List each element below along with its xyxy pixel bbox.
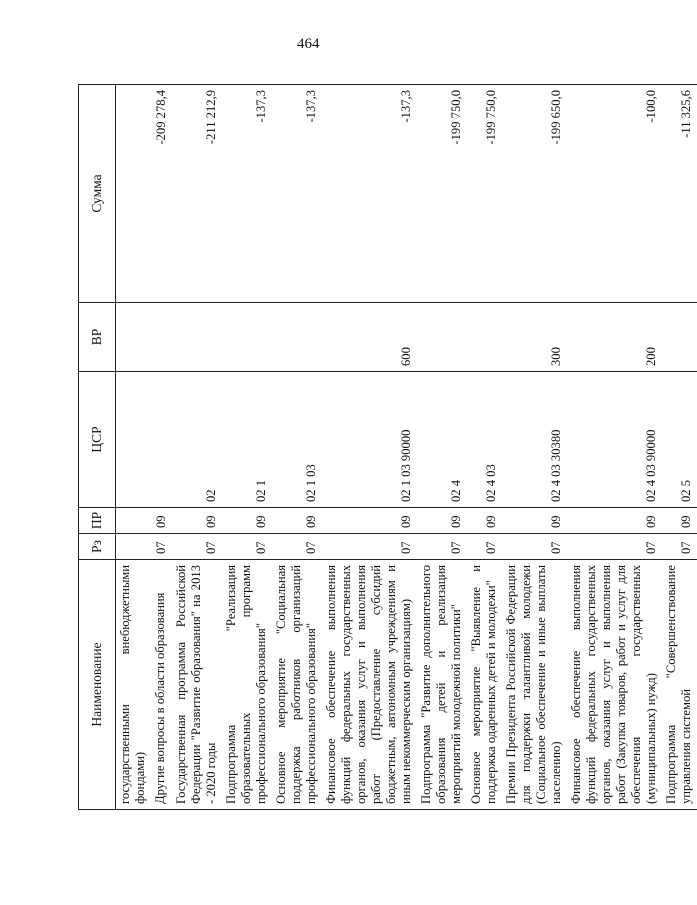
row-pr: 09	[172, 508, 222, 534]
row-vr	[272, 303, 322, 372]
row-rz: 07	[222, 534, 272, 560]
header-pr: ПР	[79, 508, 116, 534]
row-sum: -11 325,6	[662, 85, 697, 303]
row-pr: 09	[662, 508, 697, 534]
row-vr	[417, 303, 467, 372]
row-rz: 07	[417, 534, 467, 560]
rotated-budget-table	[78, 85, 693, 810]
row-csr: 02 1 03	[272, 372, 322, 508]
row-pr: 09	[502, 508, 567, 534]
row-name: Финансовое обеспечение выполнения функций федеральных государственных органов, оказания услуг и выполнения работ (Предоставление субсидий бюджетным, автономным учреждениям и иным некоммерческим организациям)	[322, 560, 417, 810]
row-vr	[467, 303, 502, 372]
header-vr: ВР	[79, 303, 116, 372]
row-sum: -137,3	[272, 85, 322, 303]
row-csr: 02 4 03	[467, 372, 502, 508]
row-sum: -137,3	[222, 85, 272, 303]
budget-table	[78, 84, 697, 810]
table-row	[272, 85, 322, 810]
header-name: Наименование	[79, 560, 116, 810]
table-header-row	[79, 85, 116, 810]
row-sum: -209 278,4	[151, 85, 172, 303]
row-csr: 02	[172, 372, 222, 508]
row-sum: -211 212,9	[172, 85, 222, 303]
header-csr: ЦСР	[79, 372, 116, 508]
row-sum: -199 750,0	[417, 85, 467, 303]
row-csr: 02 1 03 90000	[322, 372, 417, 508]
row-sum: -100,0	[567, 85, 662, 303]
row-csr: 02 5	[662, 372, 697, 508]
row-csr: 02 4 03 30380	[502, 372, 567, 508]
table-row	[502, 85, 567, 810]
row-csr	[151, 372, 172, 508]
row-pr: 09	[322, 508, 417, 534]
row-name: Основное мероприятие "Выявление и поддержка одаренных детей и молодежи"	[467, 560, 502, 810]
row-pr: 09	[222, 508, 272, 534]
row-name: Подпрограмма "Реализация образовательных программ профессионального образования"	[222, 560, 272, 810]
row-rz: 07	[322, 534, 417, 560]
row-csr: 02 4 03 90000	[567, 372, 662, 508]
row-vr	[116, 303, 152, 372]
row-pr: 09	[467, 508, 502, 534]
row-name: Основное мероприятие "Социальная поддержка работников организаций профессионального образования"	[272, 560, 322, 810]
table-row	[322, 85, 417, 810]
row-pr: 09	[567, 508, 662, 534]
table-row	[662, 85, 697, 810]
row-rz	[116, 534, 152, 560]
row-csr: 02 1	[222, 372, 272, 508]
row-pr: 09	[417, 508, 467, 534]
table-row	[417, 85, 467, 810]
row-pr: 09	[151, 508, 172, 534]
row-rz: 07	[272, 534, 322, 560]
row-csr	[116, 372, 152, 508]
table-row	[116, 85, 152, 810]
page-number: 464	[297, 36, 320, 52]
table-row	[151, 85, 172, 810]
row-vr: 300	[502, 303, 567, 372]
row-sum	[116, 85, 152, 303]
row-vr	[222, 303, 272, 372]
row-rz: 07	[467, 534, 502, 560]
row-name: Государственная программа Российской Федерации "Развитие образования" на 2013 - 2020 годы	[172, 560, 222, 810]
row-rz: 07	[172, 534, 222, 560]
row-name: Подпрограмма "Совершенствование управления системой	[662, 560, 697, 810]
header-sum: Сумма	[79, 85, 116, 303]
row-sum: -137,3	[322, 85, 417, 303]
row-name: Премии Президента Российской Федерации для поддержки талантливой молодежи (Социальное обеспечение и иные выплаты населению)	[502, 560, 567, 810]
row-vr	[151, 303, 172, 372]
row-rz: 07	[151, 534, 172, 560]
row-vr: 600	[322, 303, 417, 372]
table-row	[172, 85, 222, 810]
row-sum: -199 650,0	[502, 85, 567, 303]
row-name: Другие вопросы в области образования	[151, 560, 172, 810]
row-name: государственными внебюджетными фондами)	[116, 560, 152, 810]
row-sum: -199 750,0	[467, 85, 502, 303]
table-row	[467, 85, 502, 810]
row-vr	[662, 303, 697, 372]
row-rz: 07	[567, 534, 662, 560]
row-name: Подпрограмма "Развитие дополнительного образования детей и реализация мероприятий молодежной политики"	[417, 560, 467, 810]
row-name: Финансовое обеспечение выполнения функций федеральных государственных органов, оказания услуг и выполнения работ (Закупка товаров, работ и услуг для обеспечения государственных (муниципальных) нужд)	[567, 560, 662, 810]
row-rz: 07	[502, 534, 567, 560]
row-vr: 200	[567, 303, 662, 372]
row-csr: 02 4	[417, 372, 467, 508]
row-rz: 07	[662, 534, 697, 560]
table-row	[222, 85, 272, 810]
row-pr: 09	[272, 508, 322, 534]
table-row	[567, 85, 662, 810]
row-pr	[116, 508, 152, 534]
row-vr	[172, 303, 222, 372]
header-rz: Рз	[79, 534, 116, 560]
